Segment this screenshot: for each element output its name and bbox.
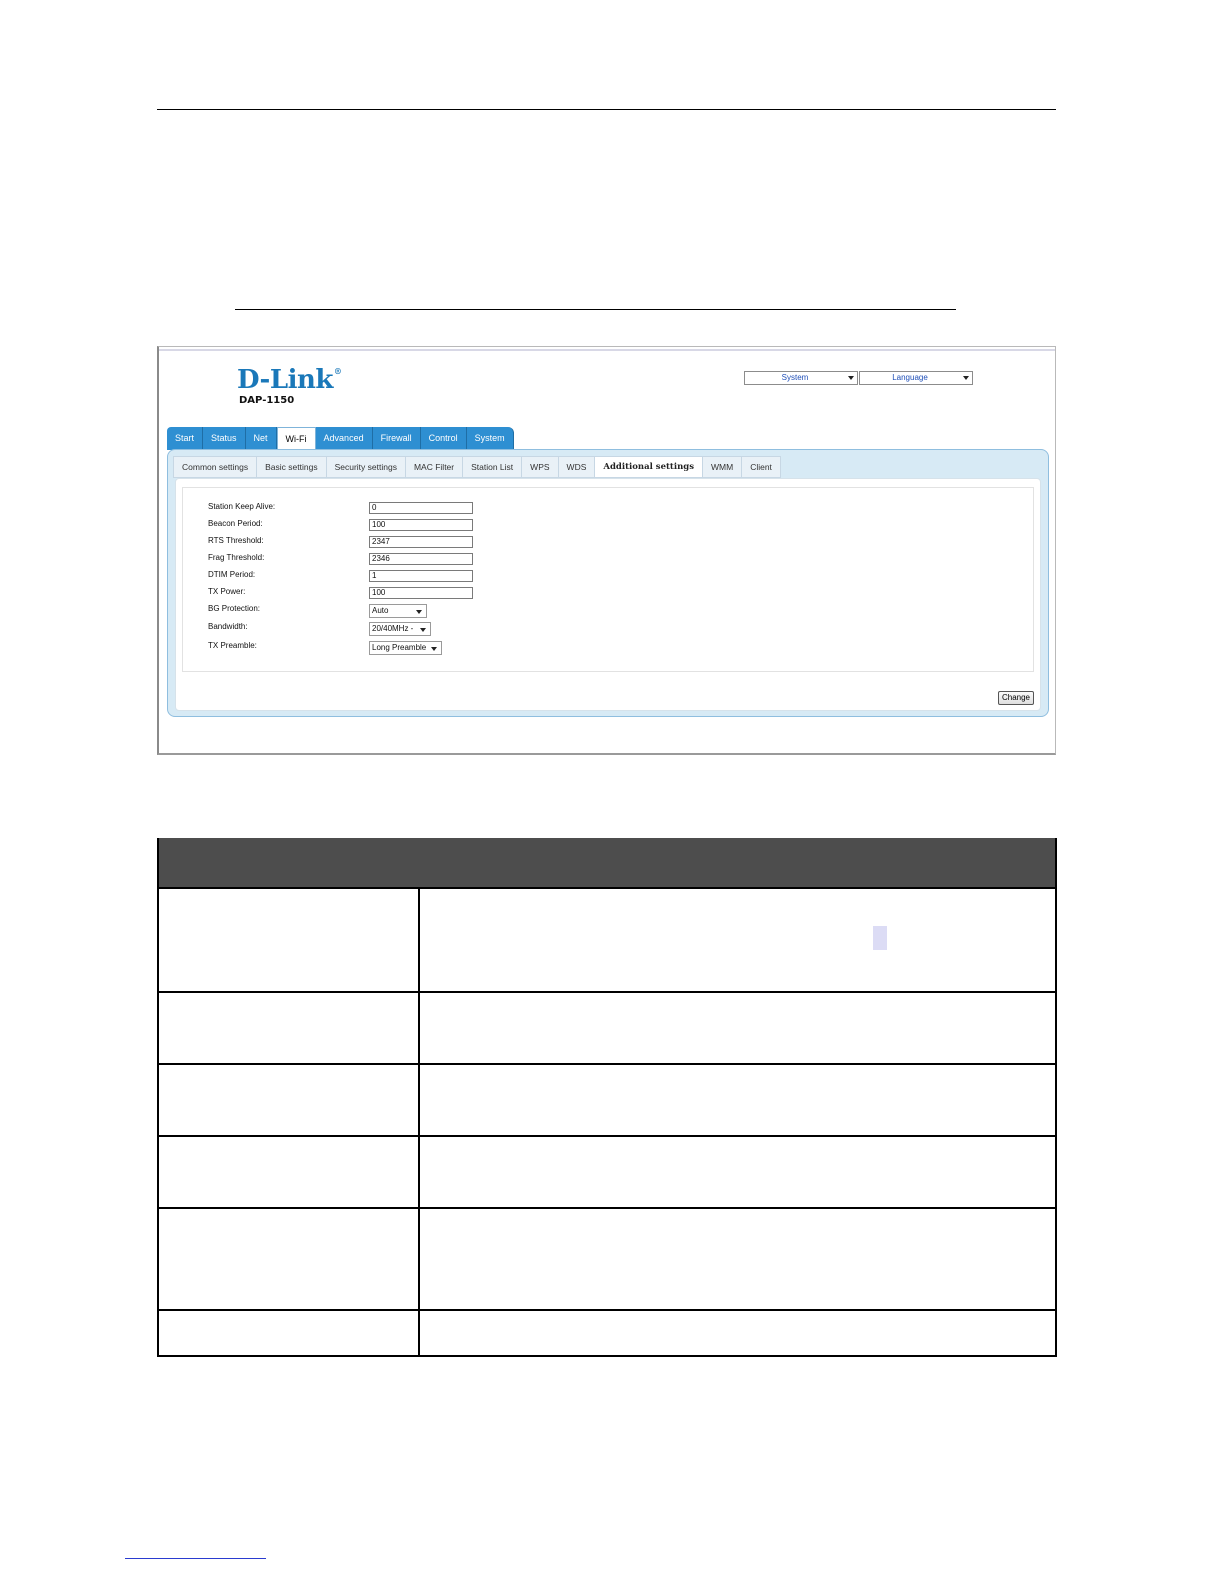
subtab-station-list[interactable]: Station List <box>463 456 522 478</box>
language-label: Language <box>892 373 928 382</box>
wifi-panel <box>167 449 1049 717</box>
subtab-basic-settings[interactable]: Basic settings <box>257 456 326 478</box>
header-cell-description <box>420 838 1055 887</box>
tab-start[interactable]: Start <box>167 427 203 450</box>
table-cell <box>420 993 1055 1063</box>
caption-underline <box>235 309 956 310</box>
system-menu-select[interactable] <box>744 371 858 385</box>
text-cursor-highlight <box>873 926 887 950</box>
table-row <box>159 1309 1055 1355</box>
tx-preamble-select[interactable] <box>369 641 442 655</box>
subtab-additional-settings[interactable]: Additional settings <box>595 456 703 478</box>
tx-preamble-value: Long Preamble <box>372 643 427 652</box>
station-keep-alive-label: Station Keep Alive: <box>208 502 276 511</box>
table-cell <box>420 1137 1055 1207</box>
dtim-period-label: DTIM Period: <box>208 570 256 579</box>
settings-content <box>175 478 1041 711</box>
chevron-down-icon <box>431 647 437 651</box>
table-cell <box>159 889 420 991</box>
table-cell <box>420 1209 1055 1309</box>
footer-link-underline[interactable] <box>125 1558 266 1559</box>
subtab-mac-filter[interactable]: MAC Filter <box>406 456 463 478</box>
tab-firewall[interactable]: Firewall <box>373 427 421 450</box>
tx-power-input[interactable]: 100 <box>369 587 473 599</box>
bandwidth-select[interactable] <box>369 622 431 636</box>
header-cell-parameter <box>159 838 420 887</box>
table-cell <box>420 1065 1055 1135</box>
bandwidth-label: Bandwidth: <box>208 622 248 631</box>
tx-power-label: TX Power: <box>208 587 246 596</box>
table-cell <box>159 993 420 1063</box>
table-row <box>159 1063 1055 1135</box>
page-top-rule <box>157 109 1056 110</box>
table-cell <box>159 1137 420 1207</box>
tab-net[interactable]: Net <box>246 427 277 450</box>
beacon-period-input[interactable]: 100 <box>369 519 473 531</box>
device-model: DAP-1150 <box>239 395 295 406</box>
dlink-logo: D-Link® <box>237 365 342 395</box>
additional-settings-form <box>182 487 1034 672</box>
dtim-period-input[interactable]: 1 <box>369 570 473 582</box>
subtab-security-settings[interactable]: Security settings <box>327 456 406 478</box>
bandwidth-value: 20/40MHz - <box>372 624 414 633</box>
rts-threshold-label: RTS Threshold: <box>208 536 264 545</box>
tab-control[interactable]: Control <box>421 427 467 450</box>
table-cell <box>159 1065 420 1135</box>
chevron-down-icon <box>963 376 969 380</box>
tx-preamble-label: TX Preamble: <box>208 641 257 650</box>
table-row <box>159 1207 1055 1309</box>
chevron-down-icon <box>848 376 854 380</box>
browser-top-line <box>159 349 1055 351</box>
language-select[interactable] <box>859 371 973 385</box>
table-row <box>159 887 1055 991</box>
rts-threshold-input[interactable]: 2347 <box>369 536 473 548</box>
change-button[interactable]: Change <box>998 691 1034 705</box>
station-keep-alive-input[interactable]: 0 <box>369 502 473 514</box>
bg-protection-value: Auto <box>372 606 389 615</box>
table-cell <box>420 889 1055 991</box>
table-cell <box>420 1311 1055 1355</box>
subtab-wmm[interactable]: WMM <box>703 456 742 478</box>
frag-threshold-label: Frag Threshold: <box>208 553 265 562</box>
parameters-table <box>157 838 1057 1357</box>
beacon-period-label: Beacon Period: <box>208 519 263 528</box>
subtab-client[interactable]: Client <box>742 456 781 478</box>
tab-system[interactable]: System <box>467 427 514 450</box>
table-header <box>159 838 1055 887</box>
bg-protection-label: BG Protection: <box>208 604 261 613</box>
tab-wifi[interactable]: Wi-Fi <box>277 427 316 450</box>
chevron-down-icon <box>420 628 426 632</box>
wifi-sub-tabs <box>173 456 781 478</box>
tab-advanced[interactable]: Advanced <box>316 427 373 450</box>
table-cell <box>159 1311 420 1355</box>
tab-status[interactable]: Status <box>203 427 246 450</box>
system-menu-label: System <box>781 373 809 382</box>
subtab-wps[interactable]: WPS <box>522 456 558 478</box>
web-interface-screenshot <box>157 346 1056 755</box>
table-row <box>159 991 1055 1063</box>
table-row <box>159 1135 1055 1207</box>
main-menu-tabs <box>167 427 514 450</box>
subtab-wds[interactable]: WDS <box>559 456 596 478</box>
bg-protection-select[interactable] <box>369 604 427 618</box>
chevron-down-icon <box>416 610 422 614</box>
frag-threshold-input[interactable]: 2346 <box>369 553 473 565</box>
subtab-common-settings[interactable]: Common settings <box>173 456 257 478</box>
table-cell <box>159 1209 420 1309</box>
